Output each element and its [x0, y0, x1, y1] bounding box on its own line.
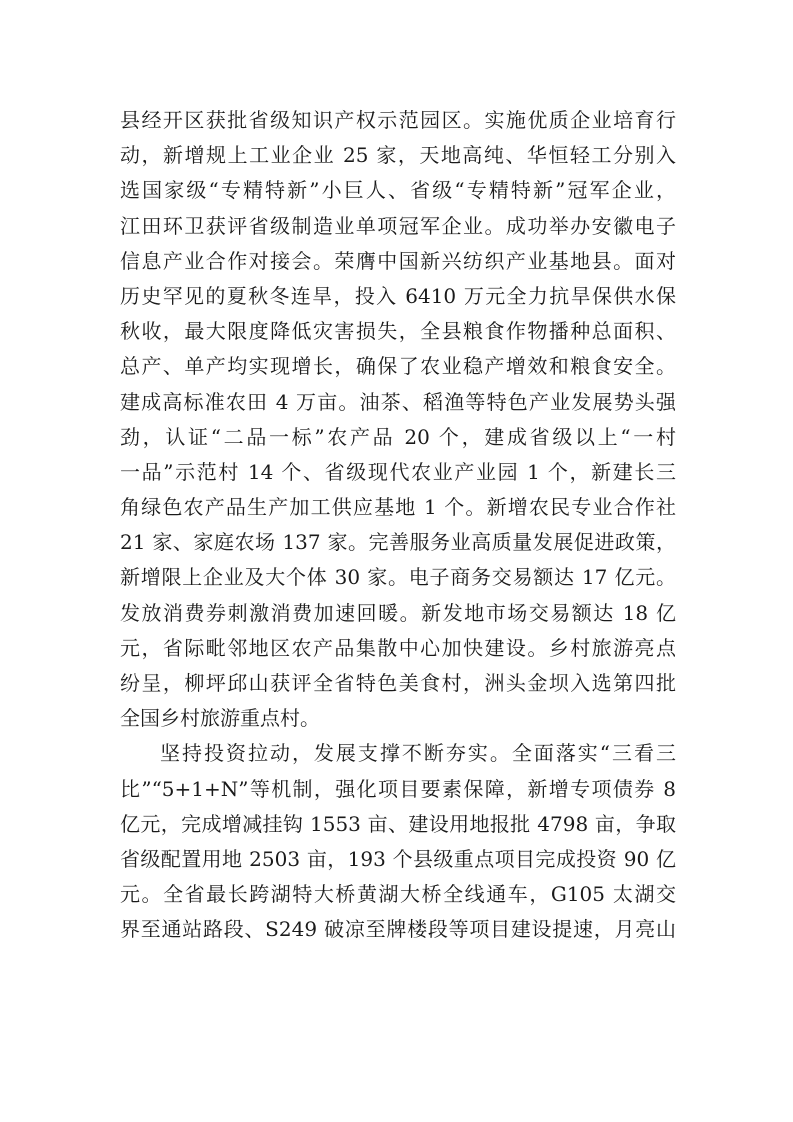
text-line: 信息产业合作对接会。荣膺中国新兴纺织产业基地县。面对	[120, 248, 676, 273]
text-line: 亿元，完成增减挂钩 1553 亩、建设用地报批 4798 亩，争取	[120, 811, 676, 836]
text-line: 界至通站路段、S249 破凉至牌楼段等项目建设提速，月亮山	[120, 917, 676, 942]
text-line: 新增限上企业及大个体 30 家。电子商务交易额达 17 亿元。	[120, 565, 676, 590]
paragraph-1	[120, 103, 676, 736]
text-line: 秋收，最大限度降低灾害损失，全县粮食作物播种总面积、	[120, 319, 676, 344]
text-line: 21 家、家庭农场 137 家。完善服务业高质量发展促进政策，	[120, 530, 676, 555]
text-line: 选国家级“专精特新”小巨人、省级“专精特新”冠军企业，	[120, 178, 676, 203]
text-line: 比”“5+1+N”等机制，强化项目要素保障，新增专项债券 8	[120, 776, 676, 801]
text-line: 总产、单产均实现增长，确保了农业稳产增效和粮食安全。	[120, 354, 676, 379]
text-line: 全国乡村旅游重点村。	[120, 706, 320, 731]
paragraph-2	[120, 736, 676, 947]
text-line: 发放消费券刺激消费加速回暖。新发地市场交易额达 18 亿	[120, 600, 676, 625]
text-line: 纷呈，柳坪邱山获评全省特色美食村，洲头金坝入选第四批	[120, 671, 676, 695]
text-line: 历史罕见的夏秋冬连旱，投入 6410 万元全力抗旱保供水保	[120, 283, 676, 308]
text-line: 元，省际毗邻地区农产品集散中心加快建设。乡村旅游亮点	[120, 635, 676, 660]
text-line: 县经开区获批省级知识产权示范园区。实施优质企业培育行	[120, 108, 676, 132]
text-line: 一品”示范村 14 个、省级现代农业产业园 1 个，新建长三	[120, 459, 676, 484]
text-line: 劲，认证“二品一标”农产品 20 个，建成省级以上“一村	[120, 424, 676, 449]
text-line: 角绿色农产品生产加工供应基地 1 个。新增农民专业合作社	[120, 495, 676, 520]
text-line: 坚持投资拉动，发展支撑不断夯实。全面落实“三看三	[160, 741, 676, 766]
document-body	[120, 103, 676, 948]
text-line: 省级配置用地 2503 亩，193 个县级重点项目完成投资 90 亿	[120, 846, 676, 871]
text-line: 动，新增规上工业企业 25 家，天地高纯、华恒轻工分别入	[120, 143, 676, 168]
text-line: 建成高标准农田 4 万亩。油茶、稻渔等特色产业发展势头强	[120, 389, 676, 414]
text-line: 元。全省最长跨湖特大桥黄湖大桥全线通车，G105 太湖交	[120, 882, 676, 907]
text-line: 江田环卫获评省级制造业单项冠军企业。成功举办安徽电子	[120, 213, 676, 238]
